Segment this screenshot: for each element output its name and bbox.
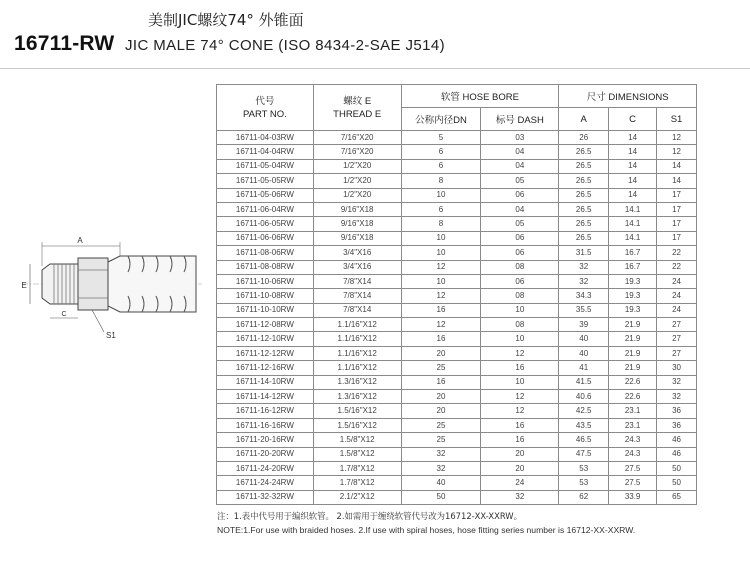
note-english: NOTE:1.For use with braided hoses. 2.If use with spiral hoses, hose fitting series number is 16712-XX-XXRW. — [217, 525, 636, 535]
cell-c: 27.5 — [609, 461, 657, 475]
cell-a: 35.5 — [559, 303, 609, 317]
cell-thread: 9/16"X18 — [313, 202, 401, 216]
cell-dn: 10 — [401, 246, 481, 260]
cell-a: 26.5 — [559, 145, 609, 159]
cell-dash: 04 — [481, 145, 559, 159]
cell-c: 14 — [609, 188, 657, 202]
cell-s1: 50 — [657, 476, 697, 490]
cell-thread: 1.5/16"X12 — [313, 418, 401, 432]
cell-thread: 1/2"X20 — [313, 188, 401, 202]
cell-a: 26.5 — [559, 231, 609, 245]
cell-c: 14 — [609, 159, 657, 173]
header-part-no-en: PART NO. — [242, 108, 287, 120]
cell-a: 46.5 — [559, 433, 609, 447]
cell-dn: 5 — [401, 131, 481, 145]
table-row — [217, 217, 697, 231]
cell-dash: 03 — [481, 131, 559, 145]
table-row — [217, 447, 697, 461]
cell-s1: 17 — [657, 217, 697, 231]
cell-c: 14.1 — [609, 231, 657, 245]
cell-dash: 04 — [481, 159, 559, 173]
cell-dash: 08 — [481, 318, 559, 332]
cell-dn: 10 — [401, 231, 481, 245]
cell-c: 14 — [609, 145, 657, 159]
cell-dn: 32 — [401, 461, 481, 475]
cell-a: 32 — [559, 260, 609, 274]
cell-s1: 30 — [657, 361, 697, 375]
cell-dash: 20 — [481, 461, 559, 475]
table-row — [217, 174, 697, 188]
cell-dash: 16 — [481, 361, 559, 375]
cell-s1: 17 — [657, 231, 697, 245]
cell-s1: 24 — [657, 303, 697, 317]
cell-s1: 17 — [657, 188, 697, 202]
cell-a: 26.5 — [559, 174, 609, 188]
cell-dash: 16 — [481, 433, 559, 447]
cell-dash: 24 — [481, 476, 559, 490]
cell-part: 16711-05-05RW — [217, 174, 314, 188]
cell-dn: 16 — [401, 375, 481, 389]
cell-part: 16711-08-08RW — [217, 260, 314, 274]
cell-dash: 16 — [481, 418, 559, 432]
table-row — [217, 375, 697, 389]
cell-part: 16711-04-04RW — [217, 145, 314, 159]
cell-s1: 12 — [657, 145, 697, 159]
header-s1: S1 — [657, 108, 697, 131]
cell-part: 16711-14-10RW — [217, 375, 314, 389]
cell-a: 40 — [559, 346, 609, 360]
cell-dn: 25 — [401, 433, 481, 447]
cell-c: 14 — [609, 131, 657, 145]
cell-a: 62 — [559, 490, 609, 504]
table-row — [217, 260, 697, 274]
hex-nut — [78, 258, 108, 310]
cell-dn: 16 — [401, 303, 481, 317]
cell-dn: 25 — [401, 361, 481, 375]
header-a: A — [559, 108, 609, 131]
cell-thread: 7/16"X20 — [313, 145, 401, 159]
cell-part: 16711-32-32RW — [217, 490, 314, 504]
cell-s1: 27 — [657, 346, 697, 360]
header-dimensions: 尺寸 DIMENSIONS — [559, 85, 697, 108]
table-row — [217, 231, 697, 245]
cell-part: 16711-16-12RW — [217, 404, 314, 418]
cell-thread: 1.5/8"X12 — [313, 447, 401, 461]
cell-s1: 14 — [657, 159, 697, 173]
cell-thread: 3/4"X16 — [313, 246, 401, 260]
cell-dn: 6 — [401, 145, 481, 159]
cell-dash: 12 — [481, 390, 559, 404]
cell-dash: 12 — [481, 404, 559, 418]
cell-a: 26.5 — [559, 217, 609, 231]
cell-thread: 1.7/8"X12 — [313, 476, 401, 490]
cell-dash: 05 — [481, 174, 559, 188]
cell-s1: 22 — [657, 246, 697, 260]
table-row — [217, 145, 697, 159]
cell-part: 16711-06-05RW — [217, 217, 314, 231]
table-row — [217, 404, 697, 418]
table-row — [217, 461, 697, 475]
header-dn: 公称内径DN — [401, 108, 481, 131]
cell-part: 16711-12-08RW — [217, 318, 314, 332]
cell-thread: 1.7/8"X12 — [313, 461, 401, 475]
cell-thread: 3/4"X16 — [313, 260, 401, 274]
cell-part: 16711-06-04RW — [217, 202, 314, 216]
cell-thread: 7/8"X14 — [313, 274, 401, 288]
cell-s1: 24 — [657, 289, 697, 303]
cell-part: 16711-10-10RW — [217, 303, 314, 317]
cell-part: 16711-20-16RW — [217, 433, 314, 447]
cell-a: 40 — [559, 332, 609, 346]
cell-dash: 06 — [481, 231, 559, 245]
header-part-no-cn: 代号 — [255, 95, 275, 107]
cell-thread: 1.1/16"X12 — [313, 346, 401, 360]
cell-s1: 32 — [657, 375, 697, 389]
cell-s1: 27 — [657, 332, 697, 346]
cell-thread: 1.3/16"X12 — [313, 375, 401, 389]
title-chinese: 美制JIC螺纹74° 外锥面 — [148, 11, 304, 29]
cell-a: 41 — [559, 361, 609, 375]
cell-c: 16.7 — [609, 260, 657, 274]
table-row — [217, 188, 697, 202]
cell-dash: 06 — [481, 274, 559, 288]
cell-s1: 27 — [657, 318, 697, 332]
cell-s1: 50 — [657, 461, 697, 475]
cell-a: 26.5 — [559, 202, 609, 216]
cell-dash: 10 — [481, 332, 559, 346]
cell-a: 34.3 — [559, 289, 609, 303]
header-thread-en: THREAD E — [333, 108, 382, 120]
cell-dn: 12 — [401, 289, 481, 303]
cell-c: 19.3 — [609, 303, 657, 317]
header-hose-bore: 软管 HOSE BORE — [401, 85, 559, 108]
dim-a-label: A — [77, 236, 83, 245]
table-row — [217, 332, 697, 346]
header-c: C — [609, 108, 657, 131]
cell-part: 16711-06-06RW — [217, 231, 314, 245]
cell-a: 26.5 — [559, 159, 609, 173]
cell-dash: 20 — [481, 447, 559, 461]
cell-c: 23.1 — [609, 418, 657, 432]
cell-a: 26.5 — [559, 188, 609, 202]
notes — [217, 509, 635, 537]
cell-c: 27.5 — [609, 476, 657, 490]
cell-c: 22.6 — [609, 375, 657, 389]
table-row — [217, 274, 697, 288]
cell-s1: 12 — [657, 131, 697, 145]
cell-c: 19.3 — [609, 274, 657, 288]
cell-a: 39 — [559, 318, 609, 332]
cell-a: 43.5 — [559, 418, 609, 432]
cell-dash: 10 — [481, 375, 559, 389]
cell-dash: 10 — [481, 303, 559, 317]
cell-s1: 36 — [657, 418, 697, 432]
cell-c: 21.9 — [609, 318, 657, 332]
table-row — [217, 433, 697, 447]
cell-a: 32 — [559, 274, 609, 288]
cell-thread: 7/8"X14 — [313, 303, 401, 317]
ferrule — [108, 256, 196, 312]
table-row — [217, 361, 697, 375]
cell-c: 16.7 — [609, 246, 657, 260]
header-thread-cn: 螺纹 E — [343, 95, 372, 107]
table-row — [217, 159, 697, 173]
cell-thread: 1.1/16"X12 — [313, 318, 401, 332]
cell-dash: 12 — [481, 346, 559, 360]
cell-dn: 8 — [401, 217, 481, 231]
table-row — [217, 202, 697, 216]
table-row — [217, 418, 697, 432]
cell-a: 26 — [559, 131, 609, 145]
dim-e-label: E — [21, 281, 27, 290]
cell-thread: 7/16"X20 — [313, 131, 401, 145]
cell-dn: 50 — [401, 490, 481, 504]
table-row — [217, 131, 697, 145]
cell-s1: 32 — [657, 390, 697, 404]
cell-thread: 7/8"X14 — [313, 289, 401, 303]
cell-part: 16711-05-06RW — [217, 188, 314, 202]
table-row — [217, 318, 697, 332]
cell-dn: 10 — [401, 188, 481, 202]
cell-part: 16711-14-12RW — [217, 390, 314, 404]
product-code: 16711-RW — [14, 32, 115, 55]
cell-c: 14 — [609, 174, 657, 188]
cell-c: 22.6 — [609, 390, 657, 404]
table-row — [217, 289, 697, 303]
cell-thread: 2.1/2"X12 — [313, 490, 401, 504]
cell-dn: 40 — [401, 476, 481, 490]
cell-thread: 1.1/16"X12 — [313, 332, 401, 346]
cell-s1: 65 — [657, 490, 697, 504]
cell-dash: 06 — [481, 246, 559, 260]
cell-c: 33.9 — [609, 490, 657, 504]
cell-a: 40.6 — [559, 390, 609, 404]
cell-dn: 32 — [401, 447, 481, 461]
cell-dash: 08 — [481, 289, 559, 303]
dim-c-label: C — [61, 311, 67, 318]
cell-dn: 8 — [401, 174, 481, 188]
cell-dn: 10 — [401, 274, 481, 288]
table-row — [217, 303, 697, 317]
cell-part: 16711-12-16RW — [217, 361, 314, 375]
cell-thread: 1/2"X20 — [313, 159, 401, 173]
cell-c: 23.1 — [609, 404, 657, 418]
cell-thread: 1.3/16"X12 — [313, 390, 401, 404]
cell-dash: 06 — [481, 188, 559, 202]
cell-a: 53 — [559, 461, 609, 475]
cell-s1: 24 — [657, 274, 697, 288]
cell-dn: 6 — [401, 202, 481, 216]
cell-dn: 16 — [401, 332, 481, 346]
cell-dn: 20 — [401, 346, 481, 360]
cell-part: 16711-16-16RW — [217, 418, 314, 432]
cell-c: 19.3 — [609, 289, 657, 303]
cell-part: 16711-12-10RW — [217, 332, 314, 346]
cell-part: 16711-20-20RW — [217, 447, 314, 461]
header-dash: 标号 DASH — [481, 108, 559, 131]
table-row — [217, 246, 697, 260]
thread-body — [42, 264, 78, 304]
table-row — [217, 346, 697, 360]
cell-c: 21.9 — [609, 332, 657, 346]
note-chinese: 注：1.表中代号用于编织软管。 2.如需用于缠绕软管代号改为16712-XX-XXRW。 — [217, 511, 522, 521]
cell-c: 14.1 — [609, 202, 657, 216]
cell-c: 24.3 — [609, 447, 657, 461]
table-row — [217, 476, 697, 490]
title-english: JIC MALE 74° CONE (ISO 8434-2-SAE J514) — [125, 37, 446, 54]
cell-dn: 25 — [401, 418, 481, 432]
cell-s1: 46 — [657, 433, 697, 447]
cell-a: 53 — [559, 476, 609, 490]
cell-c: 14.1 — [609, 217, 657, 231]
table-row — [217, 490, 697, 504]
cell-dash: 05 — [481, 217, 559, 231]
cell-c: 24.3 — [609, 433, 657, 447]
header-divider — [0, 68, 750, 69]
cell-s1: 46 — [657, 447, 697, 461]
cell-dn: 20 — [401, 404, 481, 418]
header-thread — [313, 85, 401, 131]
cell-thread: 9/16"X18 — [313, 231, 401, 245]
cell-dn: 20 — [401, 390, 481, 404]
cell-dn: 12 — [401, 260, 481, 274]
spec-table-body — [217, 131, 697, 505]
cell-dn: 6 — [401, 159, 481, 173]
cell-thread: 1.5/16"X12 — [313, 404, 401, 418]
cell-dash: 04 — [481, 202, 559, 216]
cell-part: 16711-10-08RW — [217, 289, 314, 303]
cell-thread: 9/16"X18 — [313, 217, 401, 231]
cell-thread: 1/2"X20 — [313, 174, 401, 188]
cell-part: 16711-10-06RW — [217, 274, 314, 288]
cell-s1: 17 — [657, 202, 697, 216]
cell-part: 16711-24-24RW — [217, 476, 314, 490]
cell-dash: 32 — [481, 490, 559, 504]
cell-part: 16711-08-06RW — [217, 246, 314, 260]
cell-s1: 36 — [657, 404, 697, 418]
cell-part: 16711-04-03RW — [217, 131, 314, 145]
table-row — [217, 390, 697, 404]
cell-part: 16711-24-20RW — [217, 461, 314, 475]
fitting-drawing — [20, 232, 205, 347]
cell-a: 42.5 — [559, 404, 609, 418]
spec-table — [216, 84, 697, 505]
cell-c: 21.9 — [609, 346, 657, 360]
cell-dn: 12 — [401, 318, 481, 332]
cell-thread: 1.5/8"X12 — [313, 433, 401, 447]
cell-a: 41.5 — [559, 375, 609, 389]
cell-s1: 14 — [657, 174, 697, 188]
header-part-no — [217, 85, 314, 131]
cell-thread: 1.1/16"X12 — [313, 361, 401, 375]
cell-s1: 22 — [657, 260, 697, 274]
cell-a: 47.5 — [559, 447, 609, 461]
cell-dash: 08 — [481, 260, 559, 274]
cell-c: 21.9 — [609, 361, 657, 375]
cell-a: 31.5 — [559, 246, 609, 260]
cell-part: 16711-05-04RW — [217, 159, 314, 173]
dim-s1-label: S1 — [106, 331, 116, 340]
cell-part: 16711-12-12RW — [217, 346, 314, 360]
